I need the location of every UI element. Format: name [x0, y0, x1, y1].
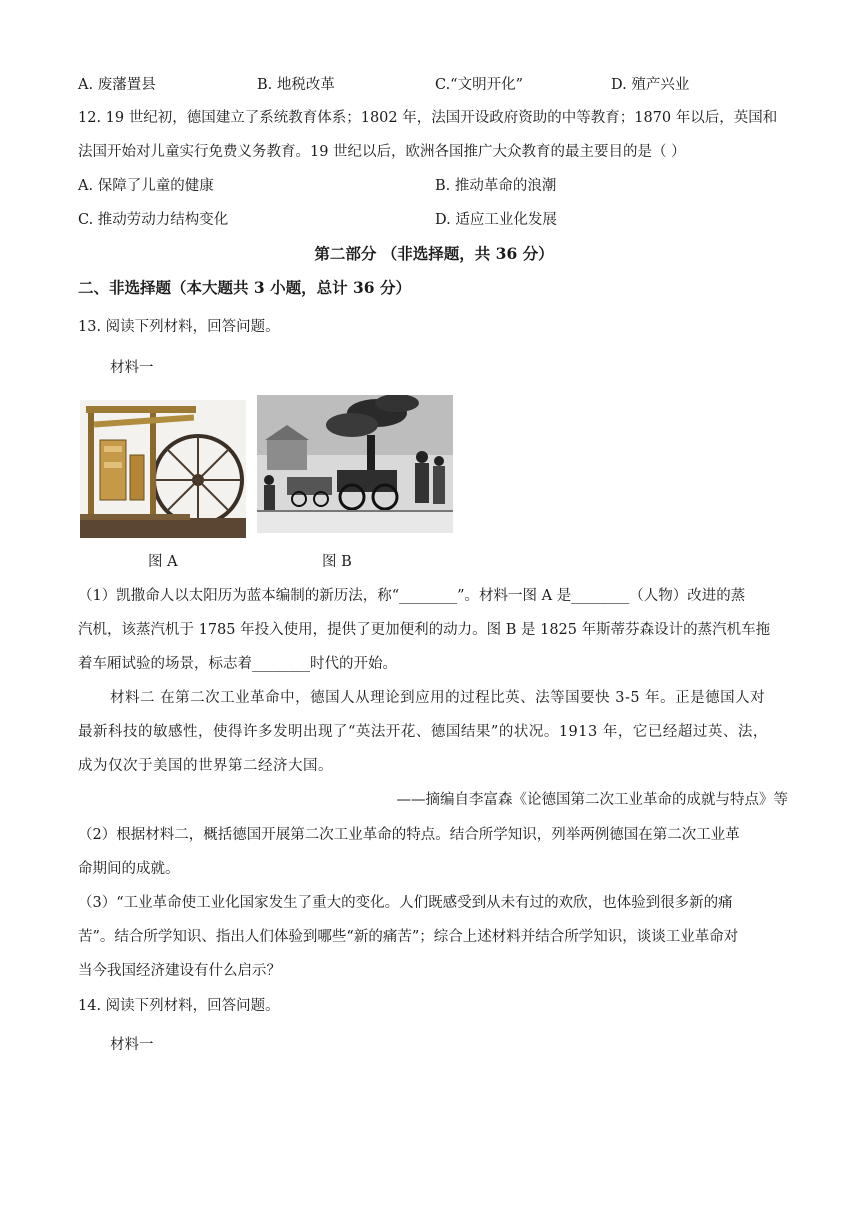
- q13-material2-source: ——摘编自李富森《论德国第二次工业革命的成就与特点》等: [396, 792, 788, 808]
- q12-option-b: B. 推动革命的浪潮: [435, 178, 557, 194]
- q13-material2-line2: 最新科技的敏感性，使得许多发明出现了“英法开花、德国结果”的状况。1913 年，它已经超过英、法，: [78, 724, 768, 740]
- q11-option-b: B. 地税改革: [257, 77, 335, 93]
- q13-intro: 13. 阅读下列材料，回答问题。: [78, 319, 280, 335]
- section2-title: 二、非选择题（本大题共 3 小题，总计 36 分）: [78, 278, 411, 297]
- q13-sub2-line2: 命期间的成就。: [78, 861, 180, 877]
- q13-sub3-line2: 苦”。结合所学知识、指出人们体验到哪些“新的痛苦”；综合上述材料并结合所学知识，谈谈工业革命对: [78, 929, 739, 945]
- q13-sub2-line1: （2）根据材料二，概括德国开展第二次工业革命的特点。结合所学知识，列举两例德国在第二次工业革: [78, 827, 740, 843]
- q14-intro: 14. 阅读下列材料，回答问题。: [78, 998, 280, 1014]
- q13-sub1-line1: （1）凯撒命人以太阳历为蓝本编制的新历法，称“________”。材料一图 A 是________（人物）改进的蒸: [78, 588, 746, 604]
- q13-material2-line1: 材料二 在第二次工业革命中，德国人从理论到应用的过程比英、法等国要快 3-5 年。正是德国人对: [110, 690, 766, 706]
- figure-a-steam-engine: [80, 400, 246, 538]
- q14-material1-label: 材料一: [110, 1037, 154, 1053]
- q12-option-c: C. 推动劳动力结构变化: [78, 212, 229, 228]
- figure-a-caption: 图 A: [148, 554, 178, 570]
- q12-option-a: A. 保障了儿童的健康: [78, 178, 214, 194]
- q11-option-c: C.“文明开化”: [435, 77, 524, 93]
- q12-option-d: D. 适应工业化发展: [435, 212, 557, 228]
- figure-b-caption: 图 B: [322, 554, 352, 570]
- q13-sub1-line2: 汽机，该蒸汽机于 1785 年投入使用，提供了更加便利的动力。图 B 是 1825 年斯蒂芬森设计的蒸汽机车拖: [78, 622, 771, 638]
- q13-material2-line3: 成为仅次于美国的世界第二经济大国。: [78, 758, 333, 774]
- q11-option-d: D. 殖产兴业: [611, 77, 690, 93]
- q13-sub3-line3: 当今我国经济建设有什么启示？: [78, 963, 281, 979]
- q12-stem-line2: 法国开始对儿童实行免费义务教育。19 世纪以后，欧洲各国推广大众教育的最主要目的是（ ）: [78, 144, 686, 160]
- q11-option-a: A. 废藩置县: [78, 77, 156, 93]
- q13-sub1-line3: 着车厢试验的场景，标志着________时代的开始。: [78, 656, 397, 672]
- q13-material1-label: 材料一: [110, 360, 154, 376]
- q13-sub3-line1: （3）“工业革命使工业化国家发生了重大的变化。人们既感受到从未有过的欢欣，也体验到很多新的痛: [78, 895, 733, 911]
- q12-stem-line1: 12. 19 世纪初，德国建立了系统教育体系；1802 年，法国开设政府资助的中等教育；1870 年以后，英国和: [78, 110, 778, 126]
- figure-b-locomotive: [257, 395, 453, 533]
- part2-title: 第二部分 （非选择题，共 36 分）: [314, 244, 554, 263]
